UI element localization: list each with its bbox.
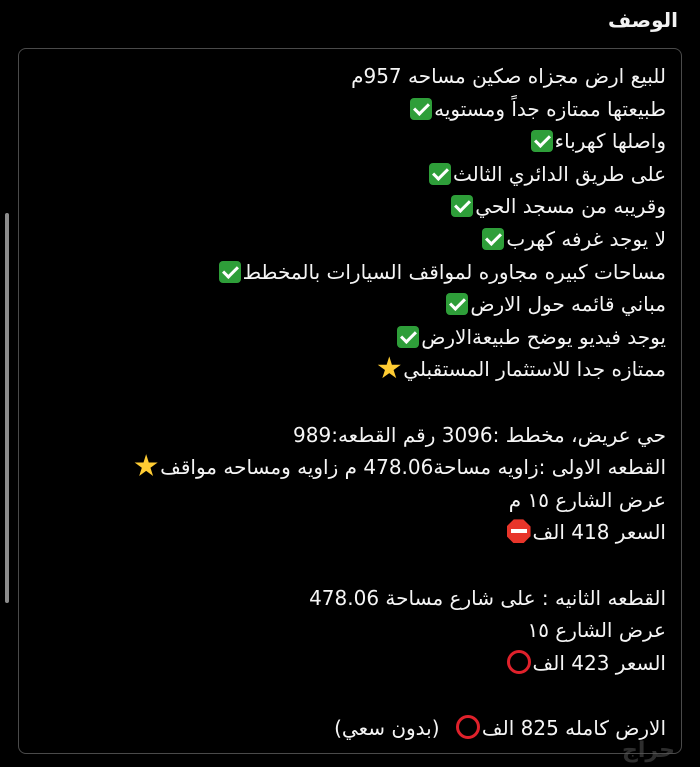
description-line-text: عرض الشارع ١٥ bbox=[527, 618, 666, 643]
description-line bbox=[46, 614, 666, 647]
check-mark-button-icon bbox=[451, 195, 473, 217]
haraj-watermark-logo bbox=[622, 738, 675, 763]
check-mark-button-icon bbox=[446, 293, 468, 315]
description-line-text: القطعه الثانيه : على شارع مساحة 478.06 bbox=[309, 585, 666, 610]
description-line bbox=[46, 549, 666, 582]
star-icon bbox=[377, 356, 401, 380]
description-line-text: السعر 418 الف bbox=[532, 520, 666, 545]
description-line-text: واصلها كهرباء bbox=[554, 129, 666, 154]
description-line-text: حي عريض، مخطط :3096 رقم القطعه:989 bbox=[293, 422, 666, 447]
description-text bbox=[46, 60, 666, 744]
description-line bbox=[46, 712, 666, 745]
section-title: الوصف bbox=[607, 8, 678, 32]
description-line bbox=[46, 125, 666, 158]
description-line bbox=[46, 647, 666, 680]
red-circle-icon bbox=[456, 715, 480, 739]
description-line-text: على طريق الدائري الثالث bbox=[453, 161, 666, 186]
description-line bbox=[46, 582, 666, 615]
description-line bbox=[46, 353, 666, 386]
check-mark-button-icon bbox=[482, 228, 504, 250]
stop-sign-icon bbox=[507, 519, 531, 543]
description-line bbox=[46, 386, 666, 419]
description-line-text: عرض الشارع ١٥ م bbox=[508, 487, 666, 512]
description-line-text: مساحات كبيره مجاوره لمواقف السيارات بالمخطط bbox=[242, 259, 666, 284]
description-line bbox=[46, 451, 666, 484]
description-line bbox=[46, 93, 666, 126]
description-line-text: الارض كامله 825 الف bbox=[481, 715, 666, 740]
description-line-text: يوجد فيديو يوضح طبيعةالارض bbox=[421, 324, 666, 349]
description-line bbox=[46, 419, 666, 452]
description-line bbox=[46, 679, 666, 712]
description-line-suffix: (بدون سعي) bbox=[334, 715, 440, 740]
description-line bbox=[46, 223, 666, 256]
check-mark-button-icon bbox=[397, 326, 419, 348]
description-line bbox=[46, 158, 666, 191]
description-line-text: لا يوجد غرفه كهرب bbox=[506, 226, 666, 251]
description-line bbox=[46, 288, 666, 321]
description-line bbox=[46, 256, 666, 289]
description-line bbox=[46, 60, 666, 93]
check-mark-button-icon bbox=[219, 261, 241, 283]
description-line bbox=[46, 484, 666, 517]
description-line-text: مباني قائمه حول الارض bbox=[470, 292, 666, 317]
star-icon bbox=[134, 454, 158, 478]
description-line-text: السعر 423 الف bbox=[532, 650, 666, 675]
check-mark-button-icon bbox=[531, 130, 553, 152]
description-line-text: وقريبه من مسجد الحي bbox=[475, 194, 666, 219]
check-mark-button-icon bbox=[410, 98, 432, 120]
description-line-text: طبيعتها ممتازه جداً ومستويه bbox=[434, 96, 666, 121]
check-mark-button-icon bbox=[429, 163, 451, 185]
description-line bbox=[46, 516, 666, 549]
scrollbar[interactable] bbox=[5, 213, 9, 603]
red-circle-icon bbox=[507, 650, 531, 674]
description-line-text: ممتازه جدا للاستثمار المستقبلي bbox=[403, 357, 666, 382]
description-line-text: القطعه الاولى :زاويه مساحة478.06 م زاويه ومساحه مواقف bbox=[160, 455, 666, 480]
watermark-text: حراج bbox=[622, 738, 675, 763]
description-line-text: للبيع ارض مجزاه صكين مساحه 957م bbox=[351, 64, 666, 88]
description-line bbox=[46, 321, 666, 354]
description-line bbox=[46, 190, 666, 223]
